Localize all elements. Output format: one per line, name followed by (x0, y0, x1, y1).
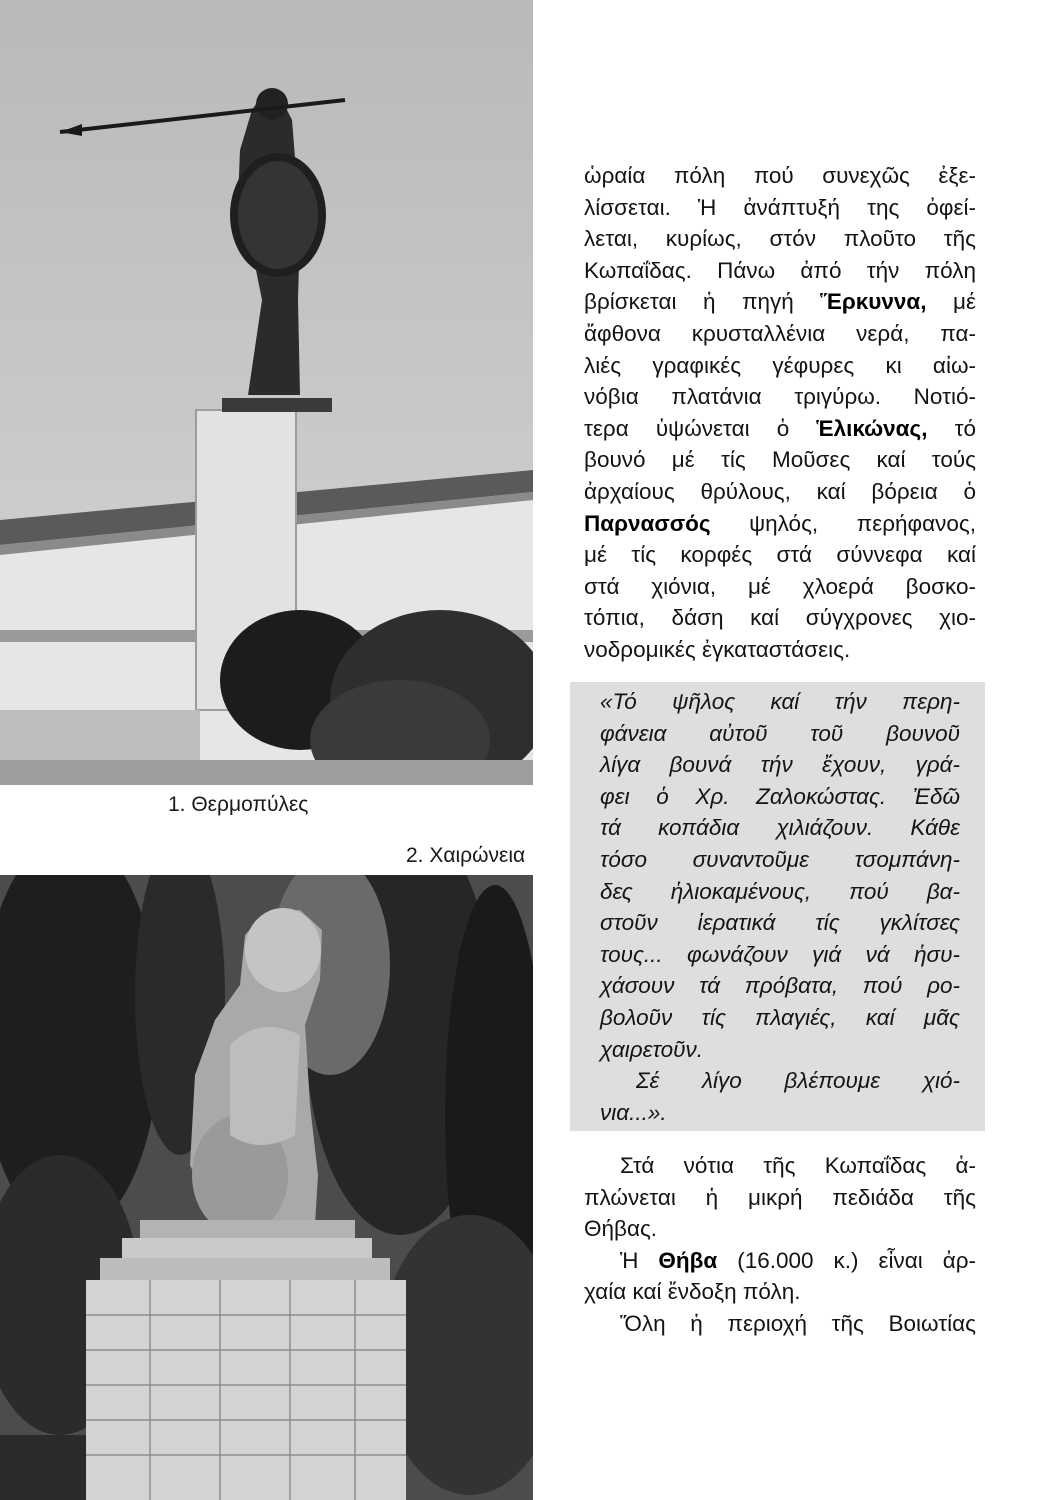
text-line: Στά νότια τῆς Κωπαΐδας ἁ- (620, 1153, 976, 1178)
text-line: Παρνασσός ψηλός, περήφανος, (584, 510, 976, 536)
photo-thermopylae (0, 0, 533, 785)
text-line: πλώνεται ἡ μικρή πεδιάδα τῆς (584, 1184, 976, 1210)
quote-line: στοῦν ἱερατικά τίς γκλίτσες (600, 910, 960, 936)
text-line: στά χιόνια, μέ χλοερά βοσκο- (584, 573, 976, 599)
quote-line: τά κοπάδια χιλιάζουν. Κάθε (600, 815, 960, 841)
text-line: χαία καί ἔνδοξη πόλη. (584, 1279, 801, 1305)
text-line: βουνό μέ τίς Μοῦσες καί τούς (584, 447, 976, 473)
text-line: λεται, κυρίως, στόν πλοῦτο τῆς (584, 226, 976, 252)
quote-line: Σέ λίγο βλέπουμε χιό- (636, 1068, 960, 1094)
place-helicon: Ἑλικώνας, (816, 415, 928, 441)
main-text-column (584, 160, 976, 666)
quote-line: φει ὁ Χρ. Ζαλοκώστας. Ἐδῶ (600, 783, 960, 809)
quote-line: βολοῦν τίς πλαγιές, καί μᾶς (600, 1004, 960, 1030)
text-line: ὡραία πόλη πού συνεχῶς ἐξε- (584, 163, 976, 188)
text-line: τόπια, δάση καί σύγχρονες χιο- (584, 605, 976, 631)
text-line: μέ τίς κορφές στά σύννεφα καί (584, 542, 976, 568)
text-line: Ἡ Θήβα (16.000 κ.) εἶναι ἀρ- (620, 1247, 976, 1273)
quote-line: λίγα βουνά τήν ἔχουν, γρά- (600, 752, 960, 778)
text-line: λιές γραφικές γέφυρες κι αἰω- (584, 352, 976, 378)
text-line: νόβια πλατάνια τριγύρω. Νοτιό- (584, 384, 976, 410)
caption-chaeronea: 2. Χαιρώνεια (406, 844, 526, 867)
text-line: ἄφθονα κρυσταλλένια νερά, πα- (584, 320, 976, 346)
quote-line: φάνεια αὐτοῦ τοῦ βουνοῦ (600, 720, 960, 746)
place-parnassos: Παρνασσός (584, 510, 711, 536)
text-line: ἀρχαίους θρύλους, καί βόρεια ὁ (584, 478, 976, 504)
closing-text-column (584, 1150, 976, 1340)
place-erkynna: Ἕρκυννα, (820, 289, 927, 315)
quote-line: χάσουν τά πρόβατα, πού ρο- (600, 973, 960, 999)
quote-line: δες ἡλιοκαμένους, πού βα- (600, 878, 960, 904)
text-line: νοδρομικές ἐγκαταστάσεις. (584, 636, 851, 662)
text-line: Κωπαΐδας. Πάνω ἀπό τήν πόλη (584, 257, 976, 283)
quote-line: χαιρετοῦν. (600, 1036, 703, 1062)
text-line: Ὅλη ἡ περιοχή τῆς Βοιωτίας (620, 1310, 976, 1336)
lion-of-chaeronea-image (0, 875, 533, 1500)
text-line: βρίσκεται ἡ πηγή Ἕρκυννα, μέ (584, 289, 976, 315)
text-line: τερα ὑψώνεται ὁ Ἑλικώνας, τό (584, 415, 976, 441)
quote-line: νια...». (600, 1099, 667, 1125)
photo-chaeronea (0, 875, 533, 1500)
quote-line: «Τό ψῆλος καί τήν περη- (600, 689, 960, 714)
quote-line: τόσο συναντοῦμε τσομπάνη- (600, 846, 960, 872)
quote-text (600, 686, 960, 1128)
city-thebes: Θήβα (658, 1247, 718, 1273)
text-line: Θήβας. (584, 1216, 658, 1242)
quote-line: τους... φωνάζουν γιά νά ἡσυ- (600, 941, 960, 967)
leonidas-statue-image (0, 0, 533, 785)
text-line: λίσσεται. Ἡ ἀνάπτυξή της ὀφεί- (584, 194, 976, 220)
caption-thermopylae: 1. Θερμοπύλες (168, 793, 309, 816)
